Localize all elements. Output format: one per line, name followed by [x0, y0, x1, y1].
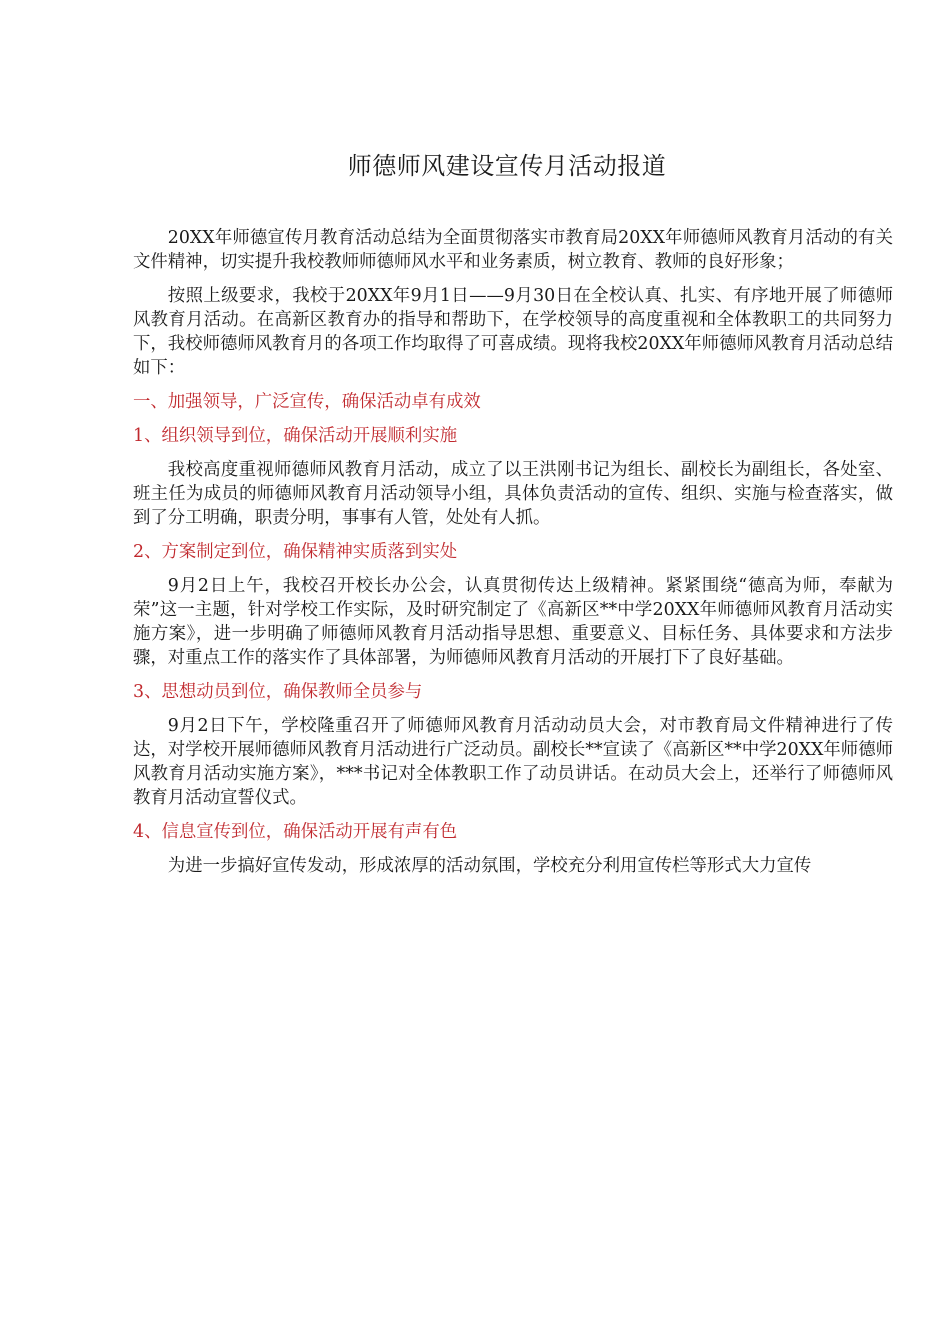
intro-paragraph: 20XX年师德宣传月教育活动总结为全面贯彻落实市教育局20XX年师德师风教育月活动的有关文件精神，切实提升我校教师师德师风水平和业务素质，树立教育、教师的良好形象；	[133, 228, 893, 272]
subsection-heading-2: 2、方案制定到位，确保精神实质落到实处	[133, 542, 458, 562]
subsection-text-2: 9月2日上午，我校召开校长办公会，认真贯彻传达上级精神。紧紧围绕“德高为师，奉献为荣”这一主题，针对学校工作实际，及时研究制定了《高新区**中学20XX年师德师风教育月活动实施方案》，进一步明确了师德师风教育月活动指导思想、重要意义、目标任务、具体要求和方法步骤，对重点工作的落实作了具体部署，为师德师风教育月活动的开展打下了良好基础。	[133, 576, 893, 668]
summary-paragraph: 按照上级要求，我校于20XX年9月1日——9月30日在全校认真、扎实、有序地开展了师德师风教育月活动。在高新区教育办的指导和帮助下，在学校领导的高度重视和全体教职工的共同努力下，我校师德师风教育月的各项工作均取得了可喜成绩。现将我校20XX年师德师风教育月活动总结如下：	[133, 286, 893, 378]
document-body	[133, 226, 893, 888]
subsection-text-4: 为进一步搞好宣传发动，形成浓厚的活动氛围，学校充分利用宣传栏等形式大力宣传	[167, 856, 812, 876]
subsection-heading-3: 3、思想动员到位，确保教师全员参与	[133, 682, 423, 702]
subsection-heading-1: 1、组织领导到位，确保活动开展顺利实施	[133, 426, 458, 446]
subsection-text-3: 9月2日下午，学校隆重召开了师德师风教育月活动动员大会，对市教育局文件精神进行了传达，对学校开展师德师风教育月活动进行广泛动员。副校长**宣读了《高新区**中学20XX年师德师风教育月活动实施方案》，***书记对全体教职工作了动员讲话。在动员大会上，还举行了师德师风教育月活动宣誓仪式。	[133, 716, 893, 808]
document-title: 师德师风建设宣传月活动报道	[347, 152, 667, 180]
subsection-text-1: 我校高度重视师德师风教育月活动，成立了以王洪刚书记为组长、副校长为副组长，各处室、班主任为成员的师德师风教育月活动领导小组，具体负责活动的宣传、组织、实施与检查落实，做到了分工明确，职责分明，事事有人管，处处有人抓。	[133, 460, 893, 528]
subsection-heading-4: 4、信息宣传到位，确保活动开展有声有色	[133, 822, 458, 842]
section-heading-1: 一、加强领导，广泛宣传，确保活动卓有成效	[133, 392, 481, 412]
